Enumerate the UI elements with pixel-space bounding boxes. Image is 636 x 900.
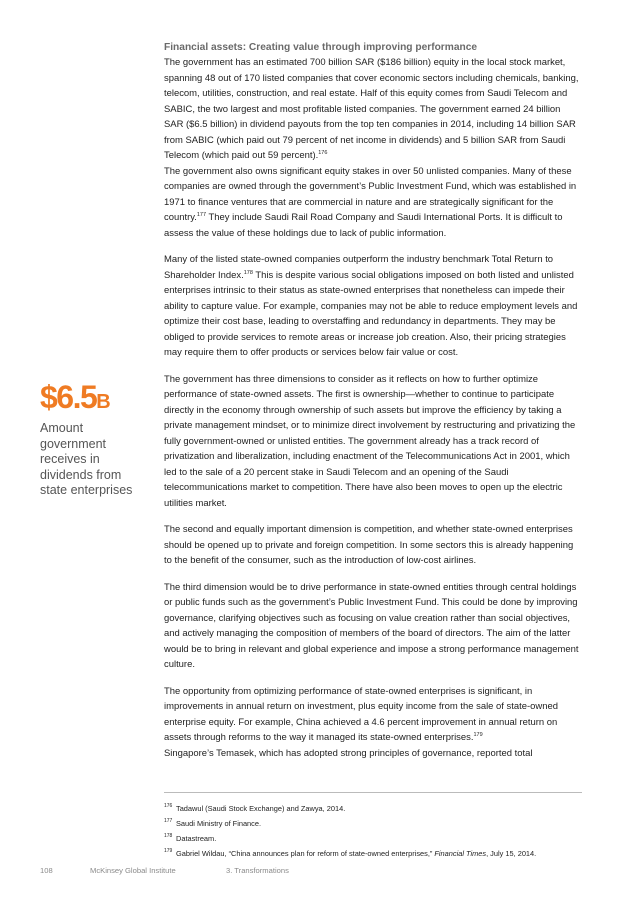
callout-caption: Amount government receives in dividends from state enterprises <box>40 421 133 497</box>
callout-value: $6.5B <box>40 379 111 415</box>
source-title: Financial Times <box>434 849 487 858</box>
paragraph: The second and equally important dimension is competition, and whether state-owned enterprises should be opened up to private and foreign competition. In some sectors this is already happening to the benefit of the consumer, such as the introduction of low-cost airlines. <box>164 524 574 566</box>
chapter-title: 3. Transformations <box>226 866 289 875</box>
paragraph: The third dimension would be to drive performance in state-owned entities through central holdings or public funds such as the government’s Public Investment Fund. This could be done by improving governance, clarifying objectives such as focusing on value creation rather than social objectives, and actively managing the composition of members of the board of directors. The aim of the latter would be to bring in relevant and global experience and impose a strong performance management culture. <box>164 581 579 670</box>
publisher-name: McKinsey Global Institute <box>90 866 176 875</box>
footnote-ref[interactable]: 177 <box>196 212 207 218</box>
page-footer <box>0 866 636 880</box>
footnote: 179 Gabriel Wildau, “China announces plan for reform of state-owned enterprises,” Financial Times, July 15, 2014. <box>164 848 537 858</box>
paragraph: The government has an estimated 700 billion SAR ($186 billion) equity in the local stock market, spanning 48 out of 170 listed companies that cover economic sectors including chemicals, banking, telecom, utilities, construction, and real estate. Half of this equity comes from Saudi Telecom and SABIC, the two largest and most profitable listed companies. The government earned 24 billion SAR ($6.5 billion) in dividend payouts from the top ten companies in 2014, including 14 billion SAR from SABIC (which paid out 79 percent of net income in dividends) and 5 billion SAR from Saudi Telecom (which paid out 59 percent).$^{176}$ The government also owns significant equity stakes in over 50 unlisted companies. Many of these companies are owned through the government’s Public Investment Fund, which was established in 1971 to finance ventures that are commercial in nature and are strategically significant for the country.$^{177}$ They include Saudi Rail Road Company and Saudi International Ports. It is difficult to assess the value of these holdings due to lack of public information. <box>164 57 579 239</box>
article-body <box>164 55 582 761</box>
footnote-ref[interactable]: 178 <box>243 269 253 276</box>
paragraph: The government has three dimensions to consider as it reflects on how to further optimize performance of state-owned assets. The first is ownership—whether to continue to participate directly in the economy through ownership of such assets but improve the efficiency by taking a private management mindset, or to minimize direct involvement by restructuring and privatizing the fully government-owned or unlisted entities. The government already has a track record of privatization and liberalization, including enactment of the Telecommunications Act in 2001, which led to the sale of a 20 percent stake in Saudi Telecom and an opening of the Saudi telecommunications market to competition. There have also been moves to open up the electric utilities market. <box>164 373 576 509</box>
footnote-ref[interactable]: 176 <box>318 150 328 156</box>
section-heading: Financial assets: Creating value through improving performance <box>164 42 478 53</box>
footnote: 176 Tadawul (Saudi Stock Exchange) and Zawya, 2014. <box>164 803 346 813</box>
page-number: 108 <box>40 866 53 875</box>
footnote-divider <box>164 792 582 793</box>
dividend-callout <box>40 380 150 499</box>
paragraph: Many of the listed state-owned companies outperform the industry benchmark Total Return to Shareholder Index.$^{178}$ This is despite various social obligations imposed on both listed and unlisted enterprises intrinsic to their status as state-owned enterprises that nonetheless can impede their ability to capture value. For example, companies may not be able to reduce employment levels and optimize their cost base, leading to overstaffing and redundancy in departments. They may be obliged to provide services to remote areas or increase job creation. Also, their pricing strategies may require them to offer products or services below fair value or cost. <box>164 254 578 358</box>
footnotes <box>164 801 594 861</box>
footnote-ref[interactable]: 179 <box>473 732 483 738</box>
paragraph: The opportunity from optimizing performance of state-owned enterprises is significant, in improvements in annual return on investment, plus equity income from the sale of state-owned enterprise equity. For example, China achieved a 4.6 percent improvement in annual return on assets through reforms to the way it managed its state-owned enterprises.$^{179}$ Singapore’s Temasek, which has adopted strong principles of governance, reported total <box>164 685 558 759</box>
footnote: 178 Datastream. <box>164 833 217 843</box>
footnote: 177 Saudi Ministry of Finance. <box>164 818 262 828</box>
